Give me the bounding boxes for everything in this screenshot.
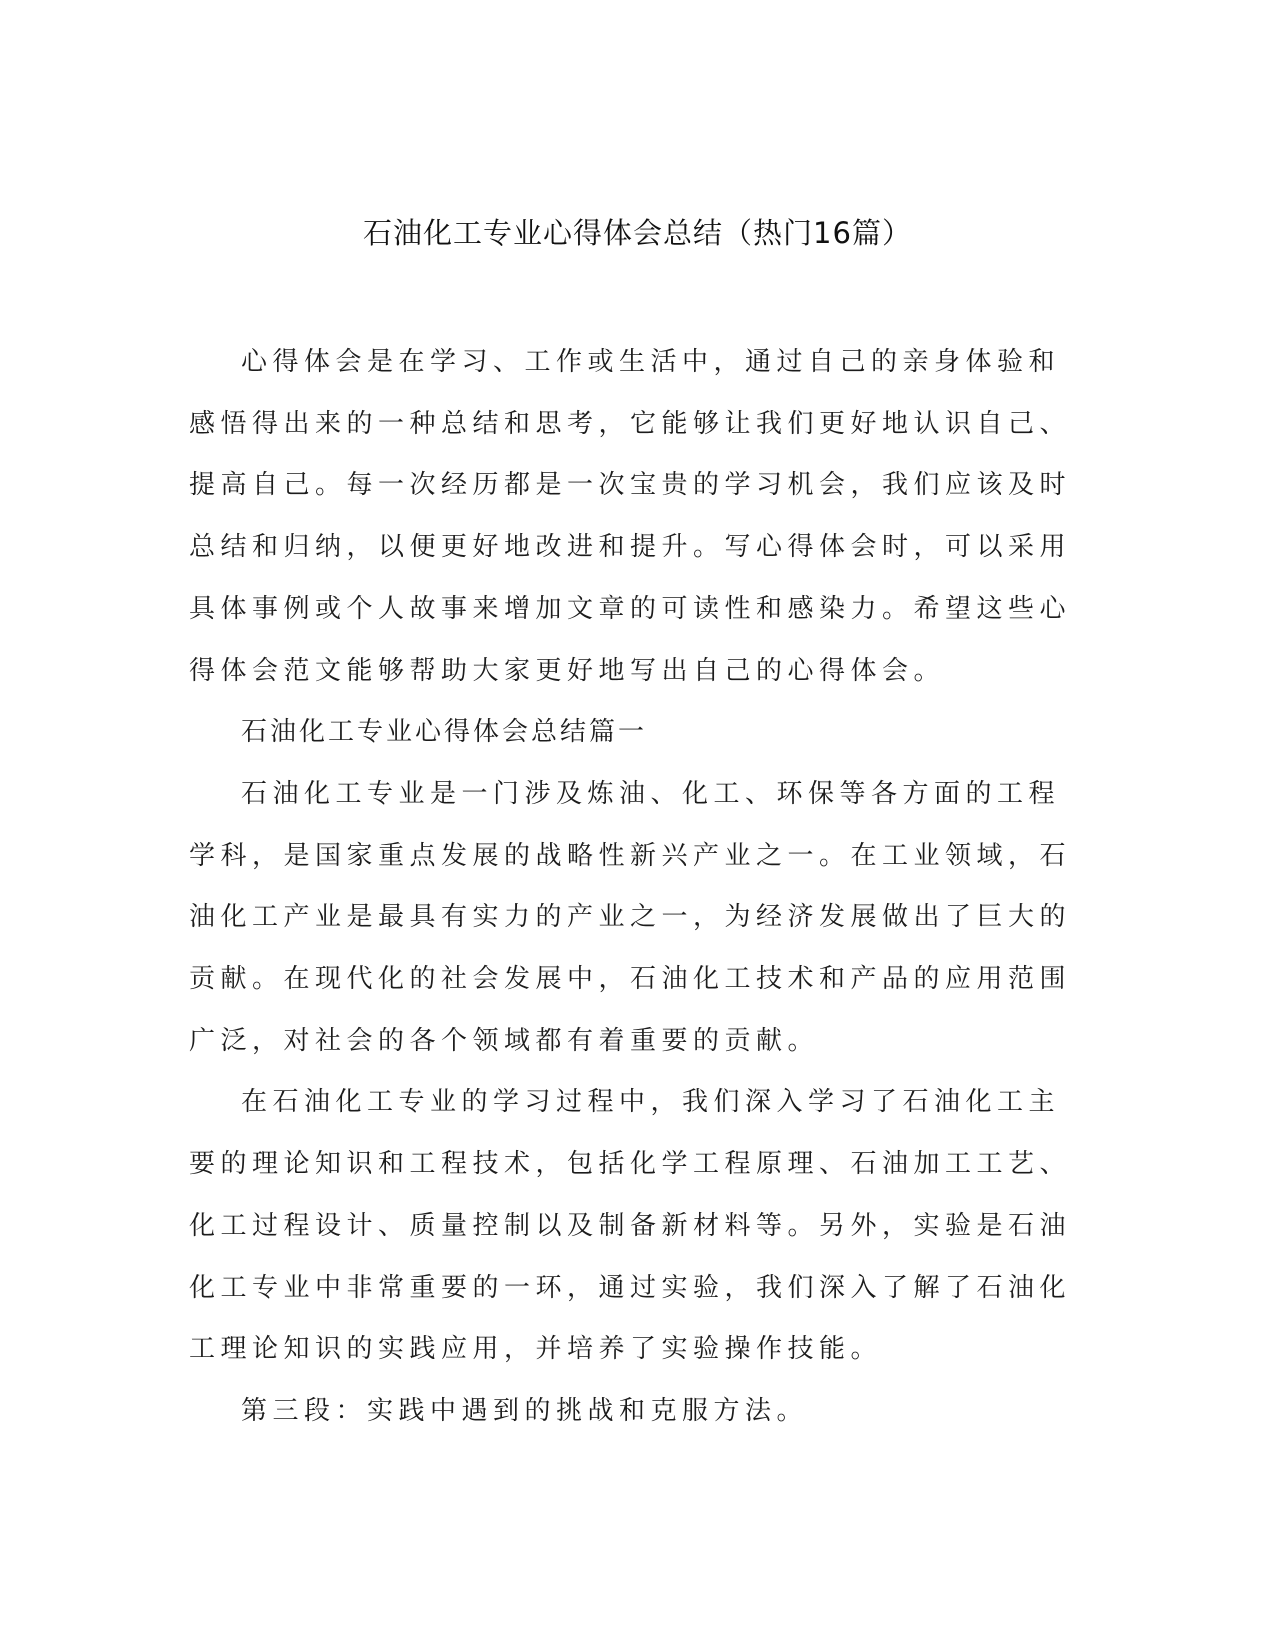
section-subheading: 第三段：实践中遇到的挑战和克服方法。: [241, 1395, 809, 1426]
intro-paragraph: 心得体会是在学习、工作或生活中，通过自己的亲身体验和感悟得出来的一种总结和思考，它能够让我们更好地认识自己、提高自己。每一次经历都是一次宝贵的学习机会，我们应该及时总结和归纳，以便更好地改进和提升。写心得体会时，可以采用具体事例或个人故事来增加文章的可读性和感染力。希望这些心得体会范文能够帮助大家更好地写出自己的心得体会。: [189, 347, 1072, 686]
document-title: 石油化工专业心得体会总结（热门16篇）: [363, 216, 912, 250]
body-paragraph: 石油化工专业是一门涉及炼油、化工、环保等各方面的工程学科，是国家重点发展的战略性新兴产业之一。在工业领域，石油化工产业是最具有实力的产业之一，为经济发展做出了巨大的贡献。在现代化的社会发展中，石油化工技术和产品的应用范围广泛，对社会的各个领域都有着重要的贡献。: [189, 778, 1072, 1056]
section-heading: 石油化工专业心得体会总结篇一: [241, 717, 648, 748]
body-paragraph: 在石油化工专业的学习过程中，我们深入学习了石油化工主要的理论知识和工程技术，包括化学工程原理、石油加工工艺、化工过程设计、质量控制以及制备新材料等。另外，实验是石油化工专业中非常重要的一环，通过实验，我们深入了解了石油化工理论知识的实践应用，并培养了实验操作技能。: [189, 1087, 1072, 1365]
document-body: [189, 332, 1085, 1443]
